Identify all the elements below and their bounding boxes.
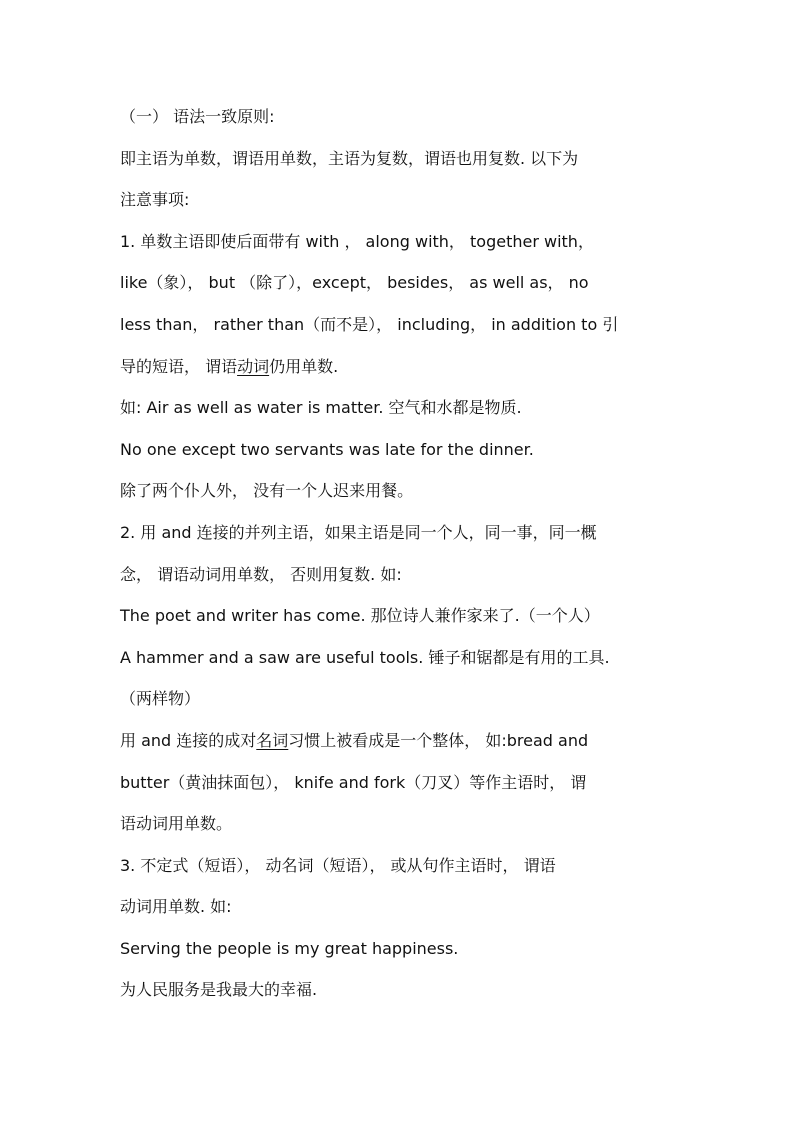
example-note: （两样物） <box>120 689 201 709</box>
example-line: 如: Air as well as water is matter. 空气和水都是物质. <box>120 398 522 418</box>
rule-1-line <box>120 346 680 388</box>
example-line: No one except two servants was late for the dinner. <box>120 439 534 459</box>
rule-1-line: like（象）， but （除了），except， besides， as well as， no <box>120 273 589 293</box>
paragraph-line <box>120 720 680 762</box>
example-line: A hammer and a saw are useful tools. 锤子和锯都是有用的工具. <box>120 647 610 667</box>
example-translation: 除了两个仆人外， 没有一个人迟来用餐。 <box>120 481 414 501</box>
example-translation: 为人民服务是我最大的幸福. <box>120 980 318 1000</box>
paragraph-line: 即主语为单数，谓语用单数，主语为复数，谓语也用复数. 以下为 <box>120 148 579 168</box>
paragraph-line: 语动词用单数。 <box>120 814 233 834</box>
underlined-term: 动词 <box>237 356 270 376</box>
rule-2-line: 念， 谓语动词用单数， 否则用复数. 如: <box>120 564 402 584</box>
text-span: 仍用单数. <box>269 356 339 376</box>
document-body <box>120 96 680 1011</box>
text-span: 导的短语， 谓语 <box>120 356 238 376</box>
rule-3-line: 3. 不定式（短语）， 动名词（短语）， 或从句作主语时， 谓语 <box>120 855 556 875</box>
rule-1-line: 1. 单数主语即使后面带有 with ， along with， together with， <box>120 231 594 251</box>
paragraph-line: 注意事项: <box>120 190 190 210</box>
underlined-term: 名词 <box>256 730 289 750</box>
example-line: The poet and writer has come. 那位诗人兼作家来了.（一个人） <box>120 606 600 626</box>
rule-1-line: less than， rather than（而不是）， including， in addition to 引 <box>120 314 619 334</box>
example-line: Serving the people is my great happiness. <box>120 938 459 958</box>
section-heading: （一） 语法一致原则: <box>120 107 275 126</box>
rule-3-line: 动词用单数. 如: <box>120 897 232 917</box>
paragraph-line: butter（黄油抹面包）， knife and fork（刀叉）等作主语时， 谓 <box>120 772 587 792</box>
rule-2-line: 2. 用 and 连接的并列主语，如果主语是同一个人，同一事，同一概 <box>120 522 597 542</box>
text-span: 习惯上被看成是一个整体， 如:bread and <box>288 730 589 750</box>
text-span: 用 and 连接的成对 <box>120 730 257 750</box>
